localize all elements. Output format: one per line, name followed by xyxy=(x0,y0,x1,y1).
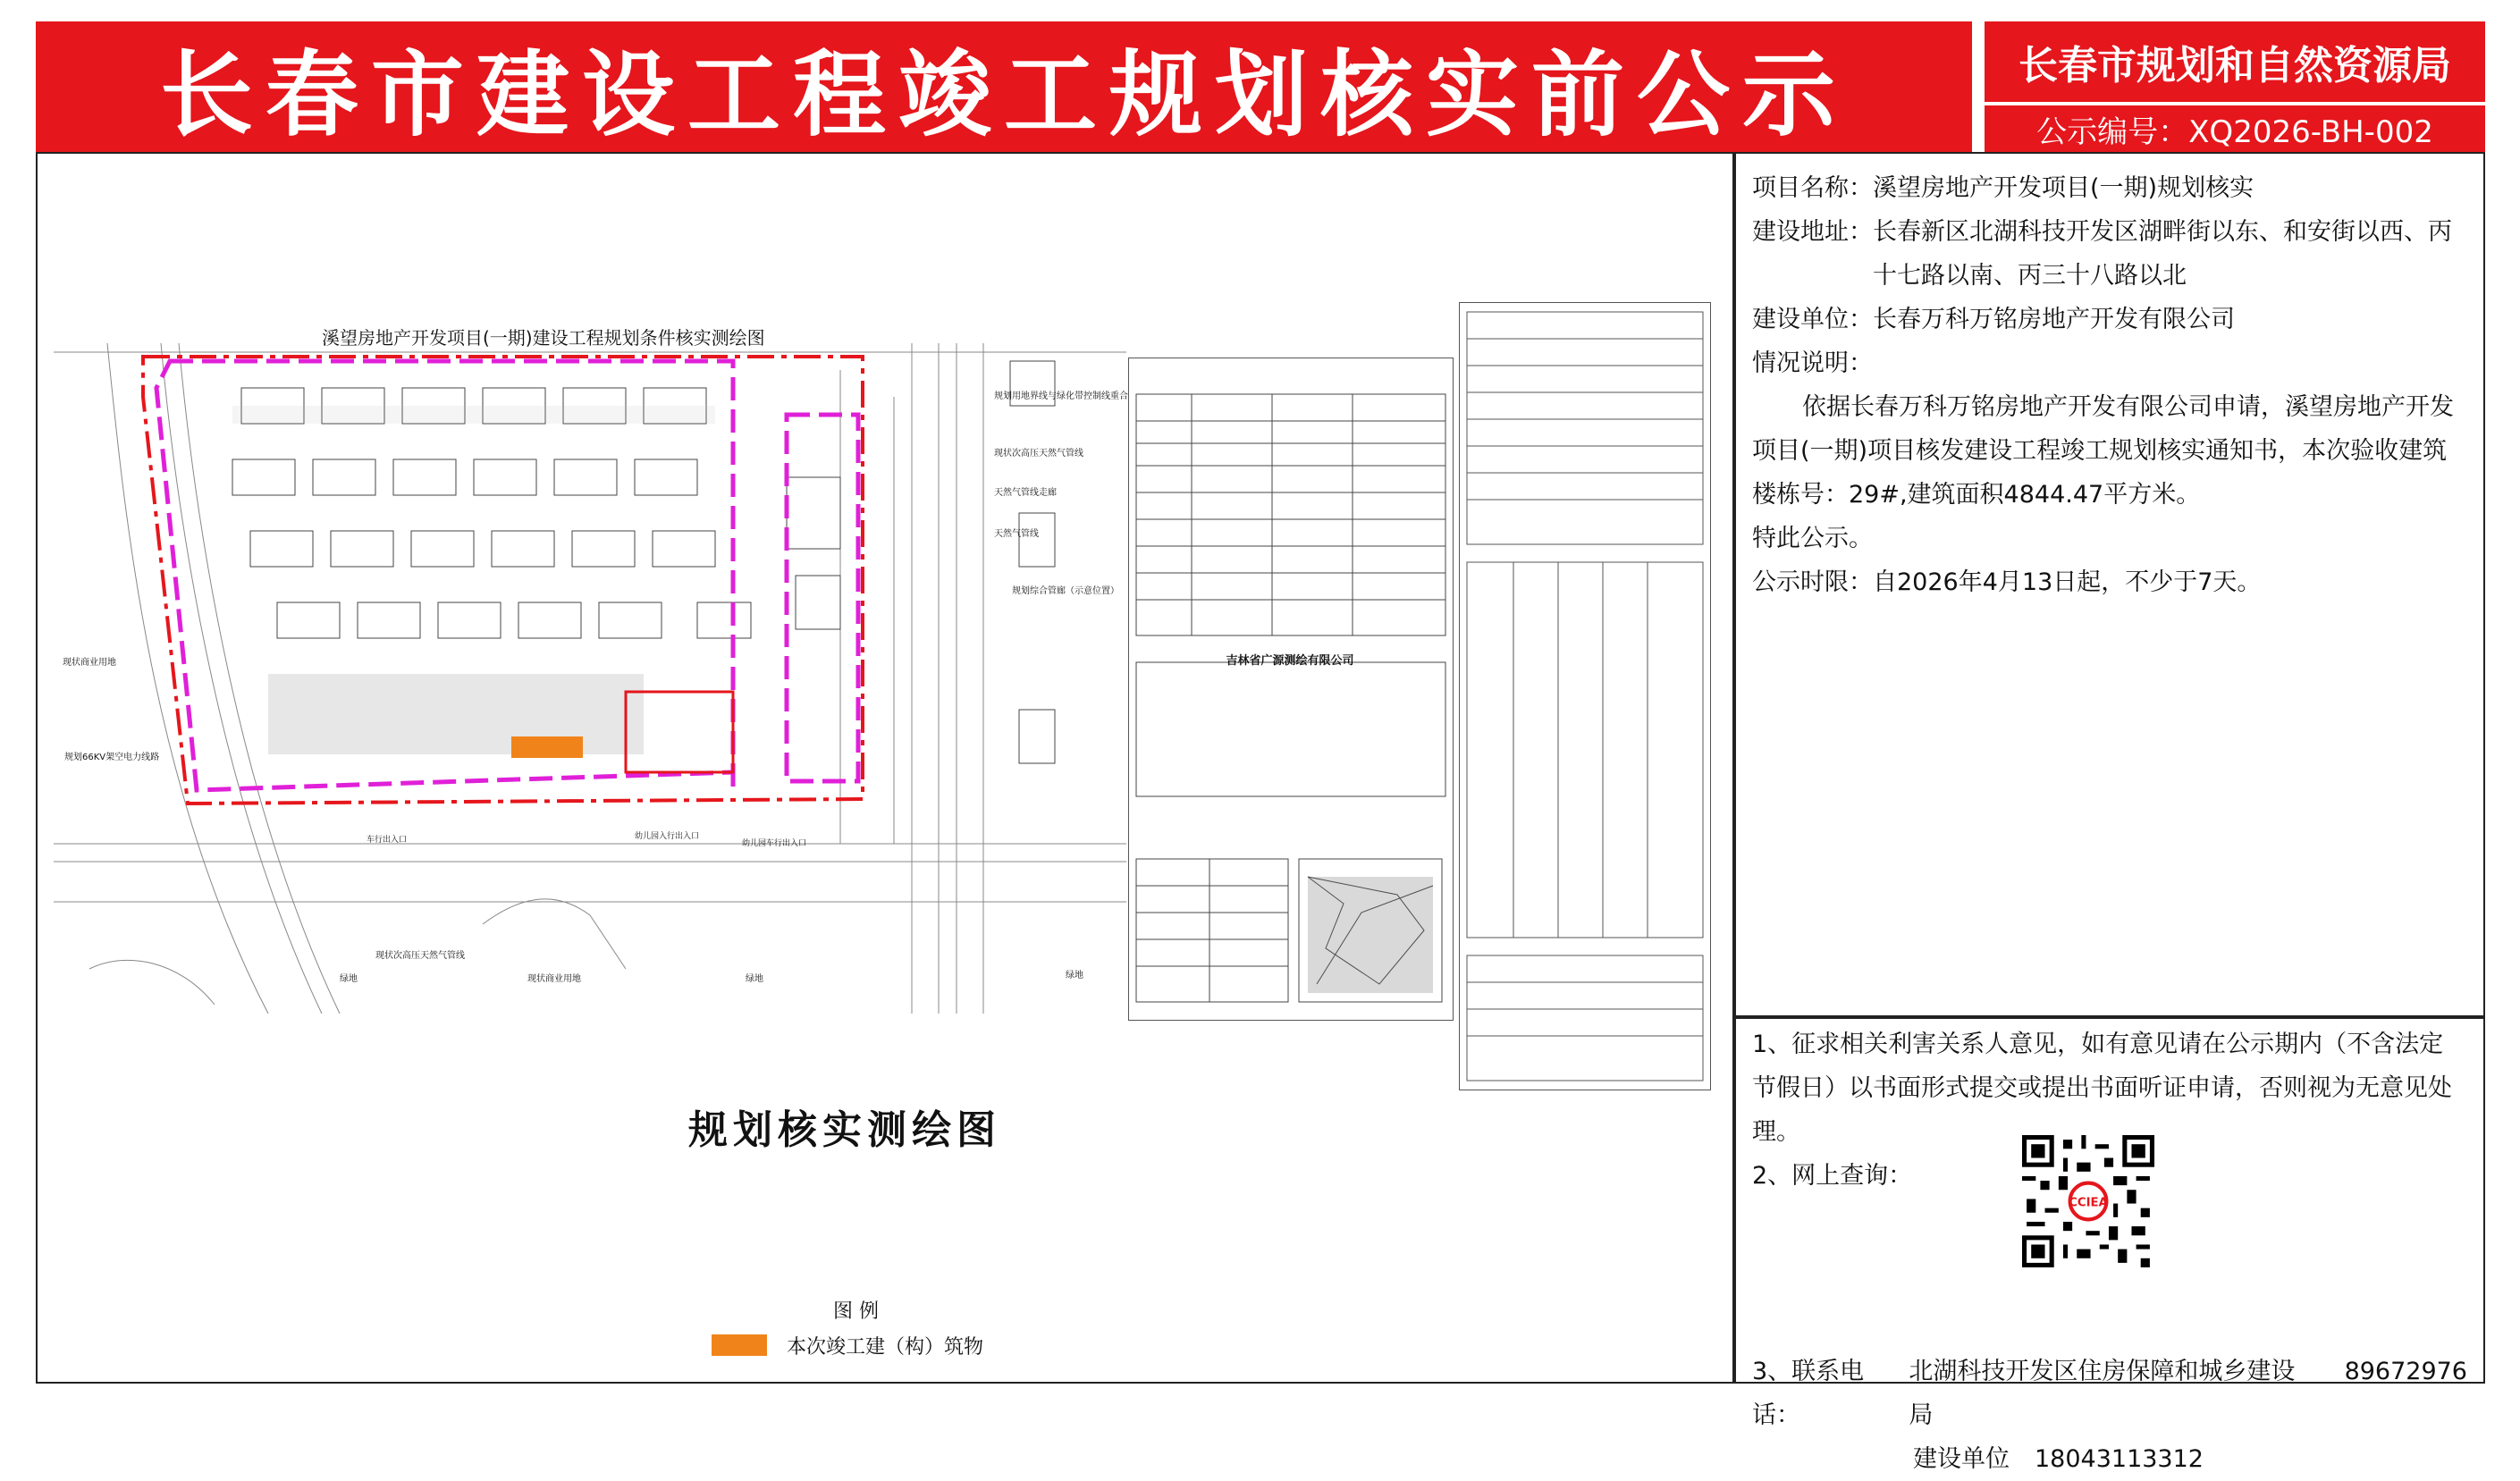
survey-company: 吉林省广源测绘有限公司 xyxy=(1226,654,1354,668)
map-label: 现状次高压天然气管线 xyxy=(994,449,1083,459)
period-label: 公示时限： xyxy=(1752,568,1873,596)
map-label: 规划用地界线与绿化带控制线重合 xyxy=(994,391,1128,401)
unit-contact-phone: 18043113312 xyxy=(2035,1445,2204,1473)
page-title: 长春市建设工程竣工规划核实前公示 xyxy=(159,40,1848,149)
qr-logo-text: CCIEA xyxy=(2069,1196,2108,1210)
contact-org: 北湖科技开发区住房保障和城乡建设局 xyxy=(1909,1358,2296,1429)
map-label: 现状商业用地 xyxy=(63,658,116,668)
legend-swatch xyxy=(712,1334,767,1356)
data-table-panel xyxy=(1128,358,1454,1021)
map-label: 绿地 xyxy=(340,974,358,984)
unit-contact-label: 建设单位 xyxy=(1913,1445,2010,1473)
unit-value: 长春万科万铭房地产开发有限公司 xyxy=(1873,306,2235,333)
description-label: 情况说明： xyxy=(1752,349,1873,377)
unit-contact-row xyxy=(1752,1437,2467,1481)
map-label: 现状次高压天然气管线 xyxy=(375,951,465,961)
notice-item-3 xyxy=(1752,1350,2467,1437)
map-label: 幼儿园车行出入口 xyxy=(742,839,807,848)
address-row xyxy=(1752,210,2467,298)
header-banner xyxy=(36,21,1972,152)
period-row xyxy=(1752,560,2467,604)
map-label: 规划综合管廊（示意位置） xyxy=(1012,586,1119,596)
map-label: 绿地 xyxy=(1066,971,1083,980)
map-label: 天然气管线走廊 xyxy=(994,488,1057,498)
completed-building xyxy=(511,736,583,758)
description-text: 依据长春万科万铭房地产开发有限公司申请，溪望房地产开发项目(一期)项目核发建设工程竣工规划核实通知书，本次验收建筑楼栋号：29#,建筑面积4844.47平方米。 xyxy=(1752,393,2454,509)
legend-title: 图 例 xyxy=(833,1300,879,1323)
notice-item-1: 1、征求相关利害关系人意见，如有意见请在公示期内（不含法定节假日）以书面形式提交或提出书面听证申请，否则视为无意见处理。 xyxy=(1752,1031,2452,1146)
map-label: 绿地 xyxy=(746,974,763,984)
project-name-label: 项目名称： xyxy=(1752,174,1873,202)
notice-item-2: 2、网上查询： xyxy=(1752,1162,1913,1190)
unit-row xyxy=(1752,298,2467,341)
agency-name: 长春市规划和自然资源局 xyxy=(1985,21,2485,102)
period-value: 自2026年4月13日起，不少于7天。 xyxy=(1873,568,2262,596)
qr-code[interactable] xyxy=(2022,1135,2154,1267)
map-label: 现状商业用地 xyxy=(527,974,581,984)
unit-label: 建设单位： xyxy=(1752,306,1873,333)
project-name-value: 溪望房地产开发项目(一期)规划核实 xyxy=(1873,174,2255,202)
address-value: 长春新区北湖科技开发区湖畔街以东、和安街以西、丙十七路以南、丙三十八路以北 xyxy=(1873,218,2452,290)
sheet-title: 规划核实测绘图 xyxy=(688,1107,1001,1153)
project-info-panel xyxy=(1734,152,2485,1017)
project-name-row xyxy=(1752,166,2467,210)
map-label: 幼儿园入行出入口 xyxy=(635,832,700,841)
notice-code: 公示编号：XQ2026-BH-002 xyxy=(1985,105,2485,152)
drawing-title: 溪望房地产开发项目(一期)建设工程规划条件核实测绘图 xyxy=(322,327,765,349)
special-notice: 特此公示。 xyxy=(1752,525,1873,552)
address-label: 建设地址： xyxy=(1752,218,1873,246)
map-label: 规划66KV架空电力线路 xyxy=(64,753,160,762)
map-label: 车行出入口 xyxy=(367,836,408,845)
spec-table-panel xyxy=(1459,302,1711,1090)
site-map xyxy=(54,343,1126,1014)
contact-label: 3、联系电话： xyxy=(1752,1358,1865,1429)
legend-label: 本次竣工建（构）筑物 xyxy=(787,1336,984,1359)
map-label: 天然气管线 xyxy=(994,529,1039,539)
contact-phone: 89672976 xyxy=(2344,1358,2467,1385)
